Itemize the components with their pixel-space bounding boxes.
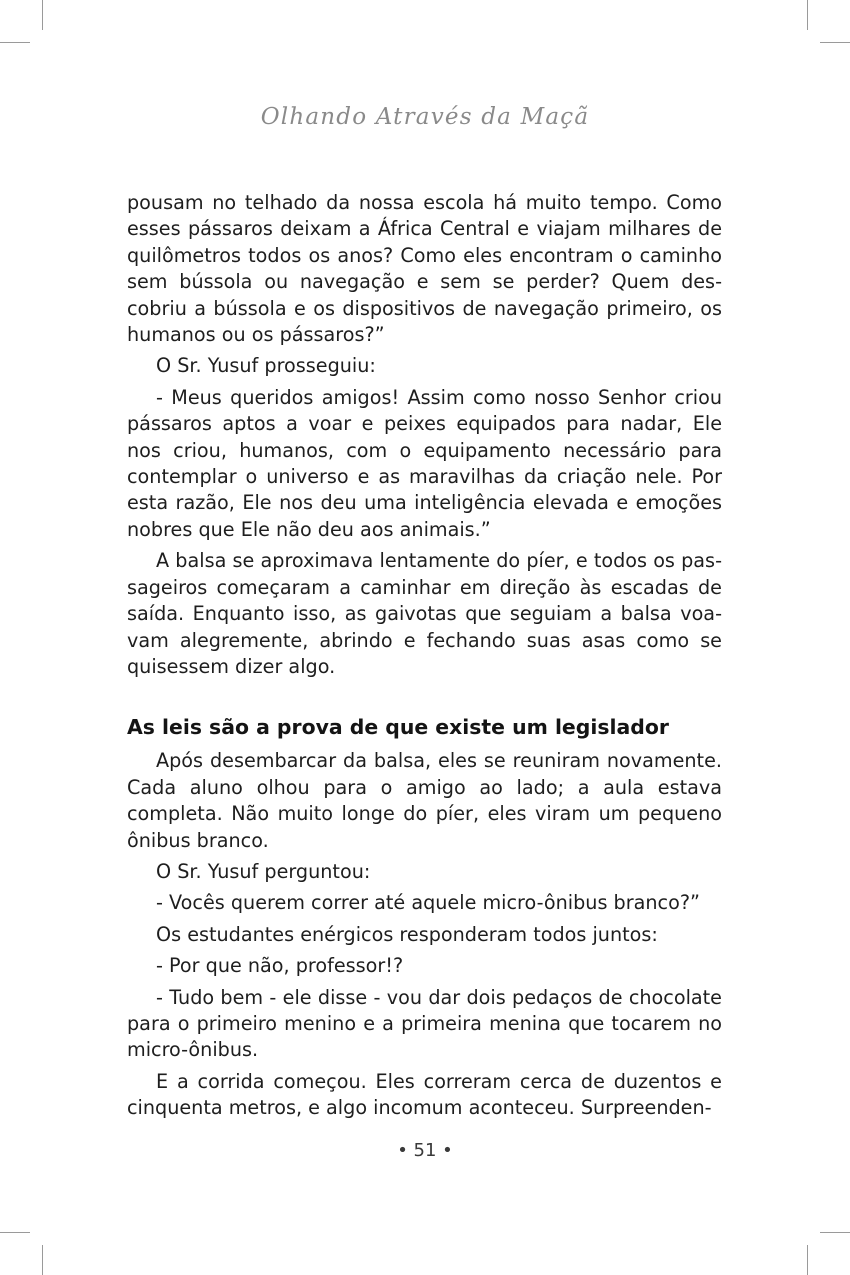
- paragraph: Após desembarcar da balsa, eles se reuniram novamente. Cada aluno olhou para o amigo ao lado; a aula estava completa. Não muito longe do píer, eles viram um pequeno ônibus branco.: [127, 749, 722, 852]
- crop-mark-top-left-horizontal: [0, 42, 30, 43]
- paragraph: E a corrida começou. Eles correram cerca de duzentos e cinquenta metros, e algo incomum aconteceu. Surpreenden-: [127, 1069, 722, 1120]
- paragraph: O Sr. Yusuf perguntou:: [156, 859, 371, 883]
- crop-mark-bottom-left-horizontal: [0, 1232, 30, 1233]
- crop-mark-top-left-vertical: [42, 0, 43, 30]
- paragraph: O Sr. Yusuf prosseguiu:: [156, 354, 376, 378]
- paragraph-continued: pousam no telhado da nossa escola há muito tempo. Como esses pássaros deixam a África Central e viajam milhares de quilômetros todos os anos? Como eles encontram o caminho sem bússola ou navegação e sem se perder? Quem descobriu a bússola e os dispositivos de navegação primeiro, os humanos ou os pássaros?”: [127, 191, 722, 347]
- paragraph: - Por que não, professor!?: [156, 954, 404, 978]
- paragraph: Os estudantes enérgicos responderam todos juntos:: [156, 922, 658, 946]
- body-text: [127, 190, 722, 1127]
- paragraph: - Tudo bem - ele disse - vou dar dois pedaços de chocolate para o primeiro menino e a primeira menina que tocarem no micro-ônibus.: [127, 985, 722, 1062]
- section-heading: As leis são a prova de que existe um legislador: [127, 715, 669, 740]
- crop-mark-top-right-horizontal: [820, 42, 850, 43]
- paragraph: - Vocês querem correr até aquele micro-ônibus branco?”: [156, 891, 700, 915]
- crop-mark-top-right-vertical: [807, 0, 808, 30]
- crop-mark-bottom-right-horizontal: [820, 1232, 850, 1233]
- running-head: Olhando Através da Maçã: [260, 104, 590, 130]
- crop-mark-bottom-right-vertical: [807, 1245, 808, 1275]
- paragraph: - Meus queridos amigos! Assim como nosso Senhor criou pássaros aptos a voar e peixes equipados para nadar, Ele nos criou, humanos, com o equipamento necessário para contemplar o universo e as maravilhas da criação nele. Por esta razão, Ele nos deu uma inteligência elevada e emoções nobres que Ele não deu aos animais.”: [127, 385, 722, 541]
- paragraph: A balsa se aproximava lentamente do píer, e todos os passageiros começaram a caminhar em direção às escadas de saída. Enquanto isso, as gaivotas que seguiam a balsa voavam alegremente, abrindo e fechando suas asas como se quisessem dizer algo.: [127, 549, 722, 678]
- page-number: • 51 •: [397, 1140, 453, 1161]
- crop-mark-bottom-left-vertical: [42, 1245, 43, 1275]
